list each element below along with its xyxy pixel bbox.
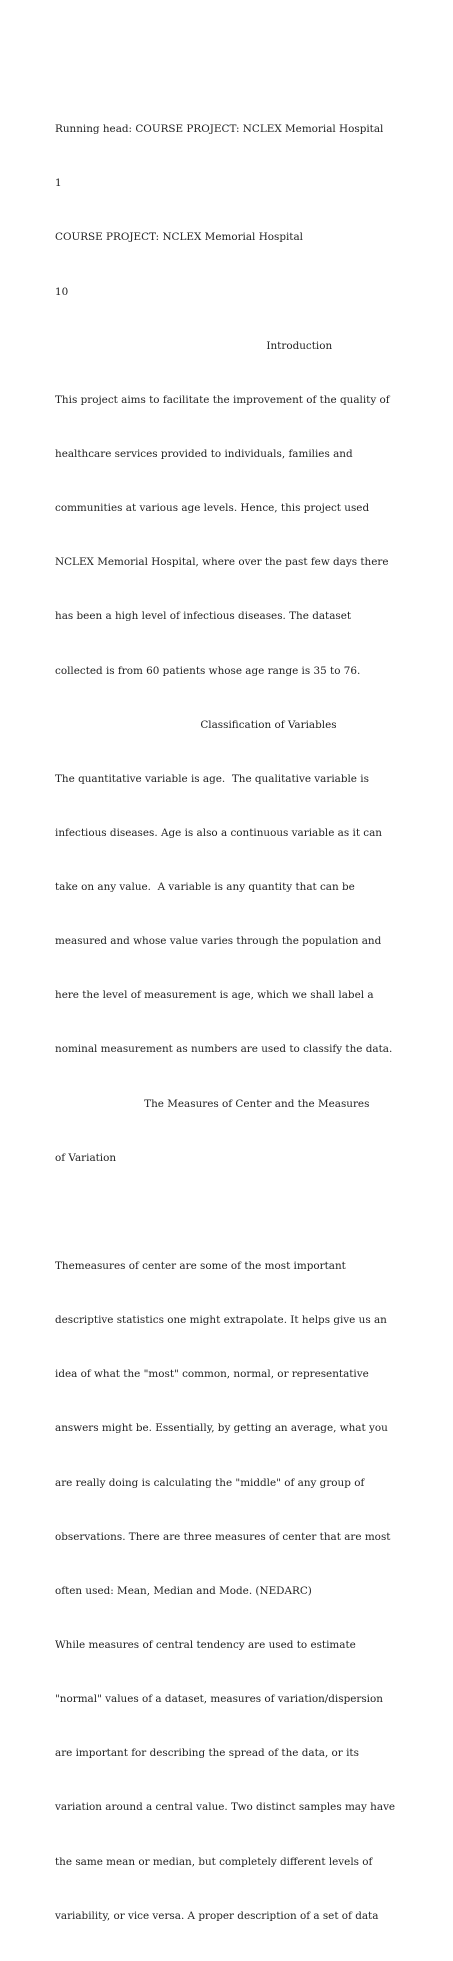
- blank-line: [55, 1203, 407, 1221]
- page-number-secondary: 10: [55, 285, 69, 298]
- body-line: has been a high level of infectious diseases. The dataset: [55, 610, 352, 623]
- body-line: observations. There are three measures of center that are most: [55, 1530, 391, 1543]
- body-line: measured and whose value varies through the population and: [55, 935, 382, 948]
- body-line: Themeasures of center are some of the most important: [55, 1260, 346, 1273]
- document-body: [55, 84, 407, 1961]
- heading-classification-of-variables: Classification of Variables: [55, 718, 337, 731]
- body-line: the same mean or median, but completely different levels of: [55, 1855, 373, 1868]
- heading-measures-of-center-continued: of Variation: [55, 1151, 117, 1164]
- body-line: While measures of central tendency are used to estimate: [55, 1639, 356, 1652]
- body-line: here the level of measurement is age, which we shall label a: [55, 989, 374, 1002]
- heading-introduction: Introduction: [55, 339, 333, 352]
- document-title: COURSE PROJECT: NCLEX Memorial Hospital: [55, 231, 304, 244]
- body-line: answers might be. Essentially, by getting an average, what you: [55, 1422, 388, 1435]
- body-line: collected is from 60 patients whose age range is 35 to 76.: [55, 664, 361, 677]
- body-line: healthcare services provided to individuals, families and: [55, 447, 353, 460]
- body-line: This project aims to facilitate the improvement of the quality of: [55, 393, 390, 406]
- body-line: take on any value. A variable is any quantity that can be: [55, 881, 355, 894]
- body-line: nominal measurement as numbers are used to classify the data.: [55, 1043, 393, 1056]
- page-number: 1: [55, 177, 62, 190]
- body-line: descriptive statistics one might extrapolate. It helps give us an: [55, 1314, 387, 1327]
- body-line: often used: Mean, Median and Mode. (NEDARC): [55, 1584, 312, 1597]
- body-line: The quantitative variable is age. The qualitative variable is: [55, 772, 369, 785]
- body-line: idea of what the "most" common, normal, or representative: [55, 1368, 369, 1381]
- body-line: communities at various age levels. Hence, this project used: [55, 502, 370, 515]
- body-line: are important for describing the spread of the data, or its: [55, 1747, 359, 1760]
- running-head: Running head: COURSE PROJECT: NCLEX Memorial Hospital: [55, 123, 384, 136]
- body-line: are really doing is calculating the "middle" of any group of: [55, 1476, 365, 1489]
- heading-measures-of-center: The Measures of Center and the Measures: [55, 1097, 370, 1110]
- body-line: variation around a central value. Two distinct samples may have: [55, 1801, 396, 1814]
- body-line: "normal" values of a dataset, measures of variation/dispersion: [55, 1693, 383, 1706]
- body-line: NCLEX Memorial Hospital, where over the past few days there: [55, 556, 389, 569]
- body-line: variability, or vice versa. A proper description of a set of data: [55, 1909, 379, 1922]
- body-line: infectious diseases. Age is also a continuous variable as it can: [55, 826, 383, 839]
